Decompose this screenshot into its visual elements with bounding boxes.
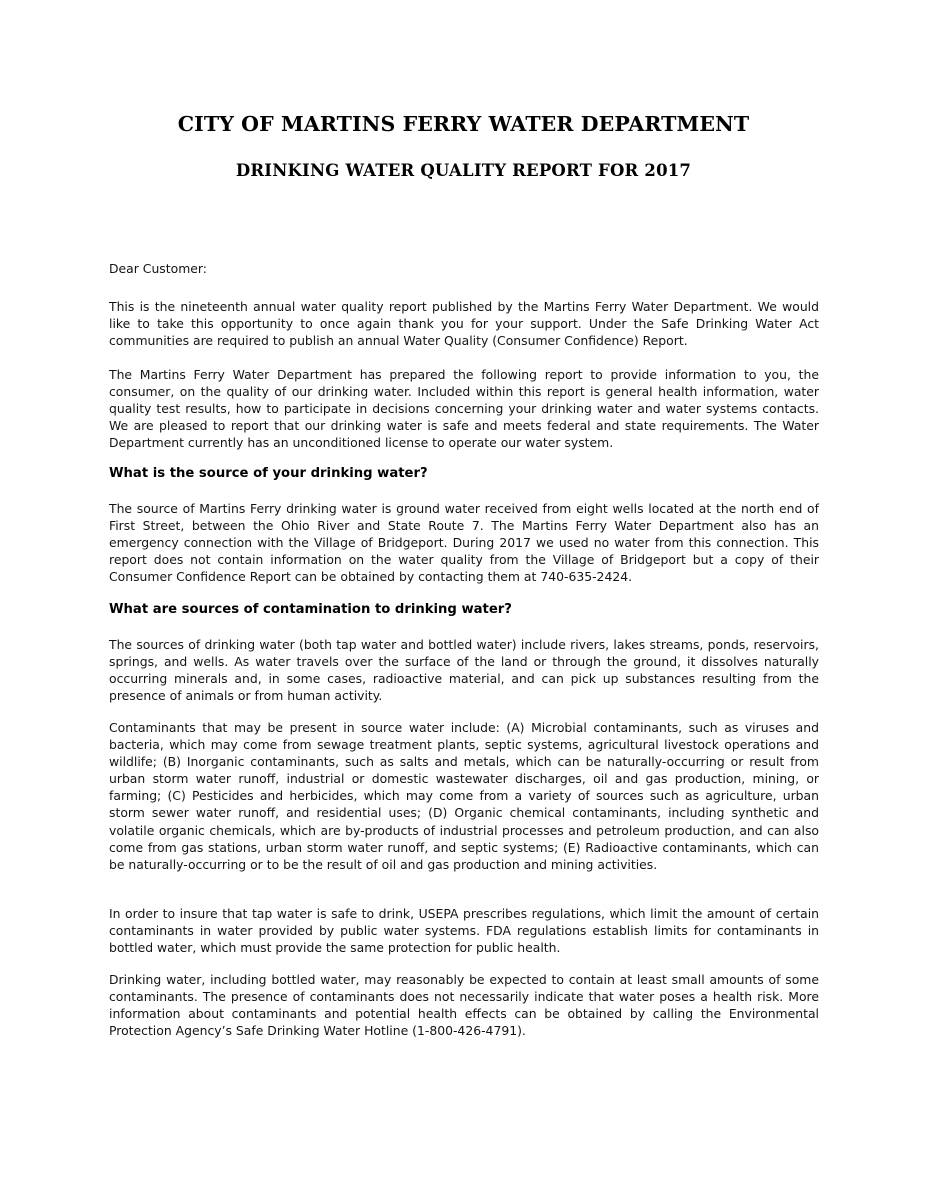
water-source-paragraph: The source of Martins Ferry drinking water is ground water received from eight wells located at the north end of First Street, between the Ohio River and State Route 7. The Martins Ferry Water Department also has an emergency connection with the Village of Bridgeport. During 2017 we used no water from this connection. This report does not contain information on the water quality from the Village of Bridgeport but a copy of their Consumer Confidence Report can be obtained by contacting them at 740-635-2424. <box>109 501 819 585</box>
regulations-paragraph: In order to insure that tap water is safe to drink, USEPA prescribes regulations, which limit the amount of certain contaminants in water provided by public water systems. FDA regulations establish limits for contaminants in bottled water, which must provide the same protection for public health. <box>109 906 819 956</box>
page-title: CITY OF MARTINS FERRY WATER DEPARTMENT <box>177 112 750 136</box>
section-heading-contamination: What are sources of contamination to drinking water? <box>109 602 512 617</box>
report-subtitle: DRINKING WATER QUALITY REPORT FOR 2017 <box>235 161 692 180</box>
report-prepared-paragraph: The Martins Ferry Water Department has prepared the following report to provide information to you, the consumer, on the quality of our drinking water. Included within this report is general health information, water quality test results, how to participate in decisions concerning your drinking water and water systems contacts. We are pleased to report that our drinking water is safe and meets federal and state requirements. The Water Department currently has an unconditioned license to operate our water system. <box>109 367 819 451</box>
contamination-sources-paragraph: The sources of drinking water (both tap water and bottled water) include rivers, lakes streams, ponds, reservoirs, springs, and wells. As water travels over the surface of the land or through the ground, it dissolves naturally occurring minerals and, in some cases, radioactive material, and can pick up substances resulting from the presence of animals or from human activity. <box>109 637 819 704</box>
section-heading-water-source: What is the source of your drinking water? <box>109 466 428 481</box>
intro-paragraph: This is the nineteenth annual water quality report published by the Martins Ferry Water Department. We would like to take this opportunity to once again thank you for your support. Under the Safe Drinking Water Act communities are required to publish an annual Water Quality (Consumer Confidence) Report. <box>109 299 819 349</box>
salutation: Dear Customer: <box>109 261 207 276</box>
hotline-paragraph: Drinking water, including bottled water, may reasonably be expected to contain at least small amounts of some contaminants. The presence of contaminants does not necessarily indicate that water poses a health risk. More information about contaminants and potential health effects can be obtained by calling the Environmental Protection Agency’s Safe Drinking Water Hotline (1-800-426-4791). <box>109 972 819 1039</box>
contaminants-list-paragraph: Contaminants that may be present in source water include: (A) Microbial contaminants, such as viruses and bacteria, which may come from sewage treatment plants, septic systems, agricultural livestock operations and wildlife; (B) Inorganic contaminants, such as salts and metals, which can be naturally-occurring or result from urban storm water runoff, industrial or domestic wastewater discharges, oil and gas production, mining, or farming; (C) Pesticides and herbicides, which may come from a variety of sources such as agriculture, urban storm sewer water runoff, and residential uses; (D) Organic chemical contaminants, including synthetic and volatile organic chemicals, which are by-products of industrial processes and petroleum production, and can also come from gas stations, urban storm water runoff, and septic systems; (E) Radioactive contaminants, which can be naturally-occurring or to be the result of oil and gas production and mining activities. <box>109 720 819 872</box>
